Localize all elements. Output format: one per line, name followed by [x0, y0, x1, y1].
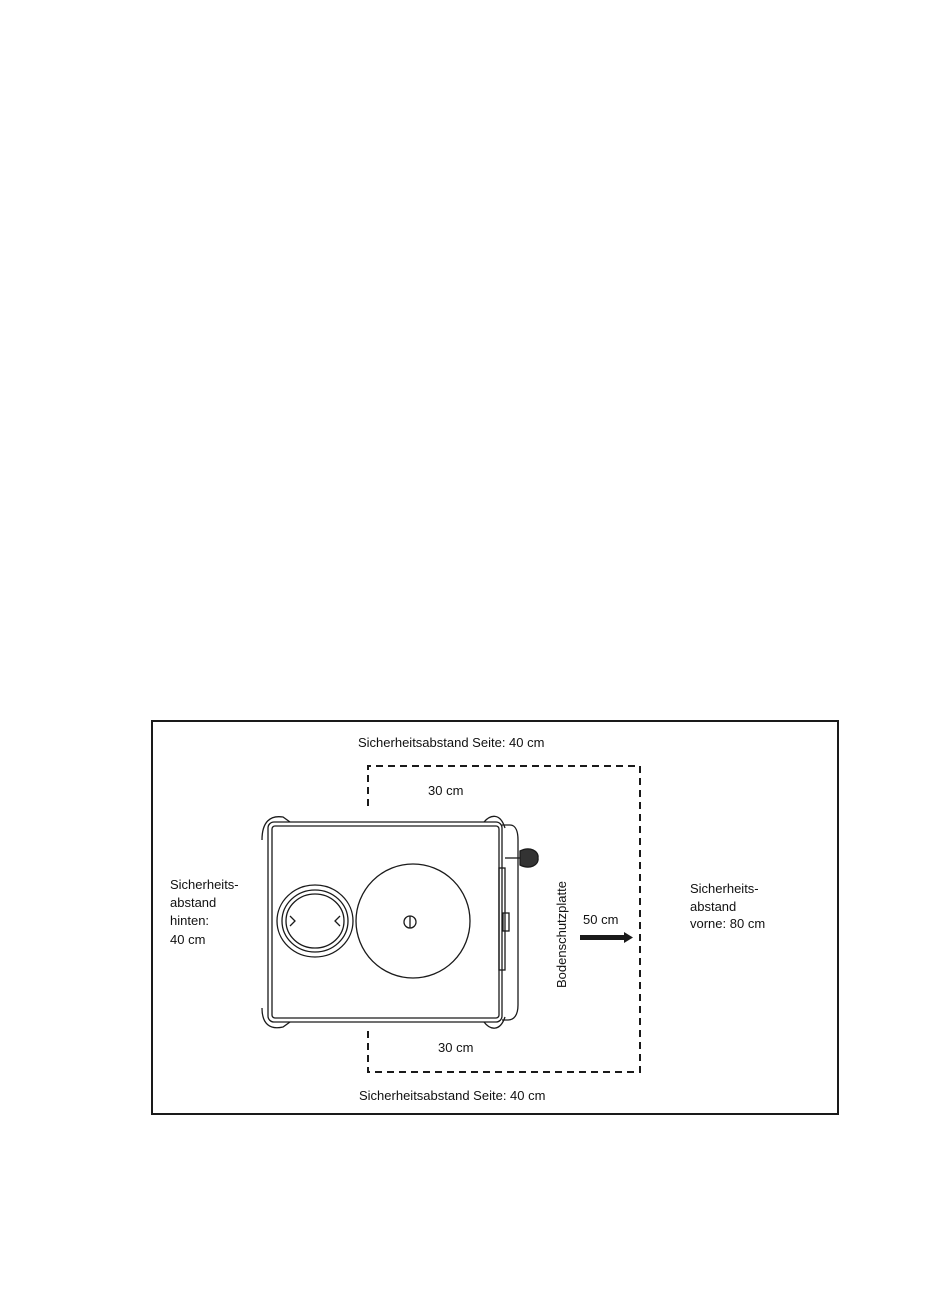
label-rear-distance-line-1: Sicherheits-	[170, 877, 239, 892]
label-rear-distance-line-4: 40 cm	[170, 932, 206, 947]
label-front-50cm: 50 cm	[583, 912, 619, 927]
stove-door-hinge	[503, 913, 509, 931]
stove-top-view	[262, 816, 538, 1028]
flue-clip-left	[290, 916, 295, 926]
stove-leg-top-left	[262, 817, 290, 840]
stove-top-plate	[356, 864, 470, 978]
flue-clip-right	[335, 916, 340, 926]
front-arrow	[580, 932, 633, 943]
label-floor-protection-plate: Bodenschutzplatte	[554, 881, 569, 988]
label-front-distance-line-3: vorne: 80 cm	[690, 916, 766, 931]
label-bottom-30cm: 30 cm	[438, 1040, 474, 1055]
label-side-distance-top: Sicherheitsabstand Seite: 40 cm	[358, 735, 545, 750]
stove-body-inner	[272, 826, 499, 1018]
label-front-distance-line-1: Sicherheits-	[690, 881, 759, 896]
label-rear-distance-line-2: abstand	[170, 895, 217, 910]
label-side-distance-bottom: Sicherheitsabstand Seite: 40 cm	[359, 1088, 546, 1103]
flue-outlet-ring	[282, 890, 348, 952]
label-rear-distance-line-3: hinten:	[170, 913, 210, 928]
label-top-30cm: 30 cm	[428, 783, 464, 798]
stove-body-outer	[268, 822, 502, 1022]
label-front-distance-line-2: abstand	[690, 899, 737, 914]
flue-outlet-outer	[277, 885, 353, 957]
stove-handle-knob	[520, 849, 538, 867]
